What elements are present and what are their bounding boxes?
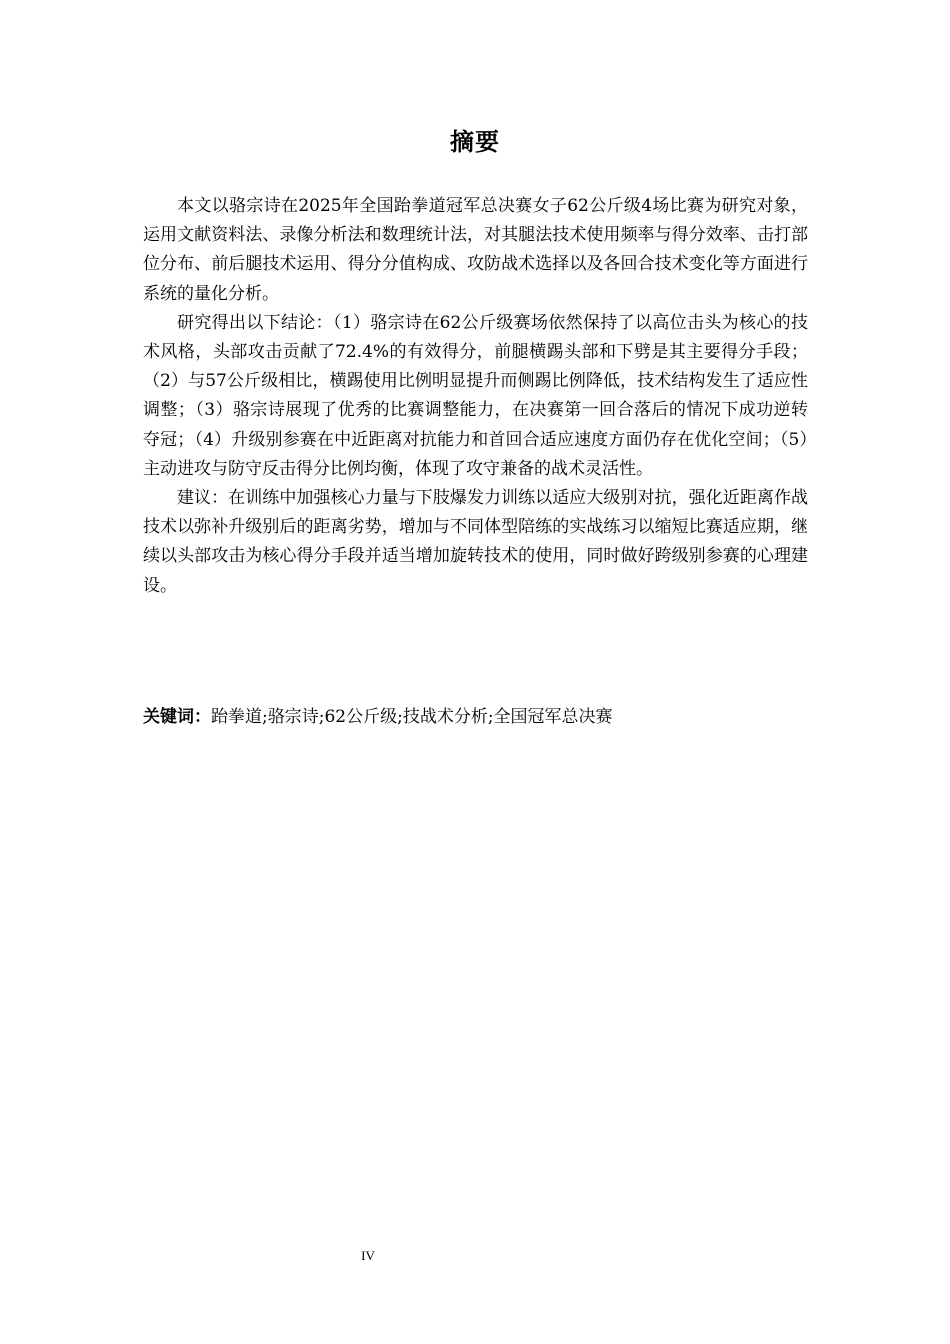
abstract-paragraph-intro: 本文以骆宗诗在2025年全国跆拳道冠军总决赛女子62公斤级4场比赛为研究对象，运用文献资料法、录像分析法和数理统计法，对其腿法技术使用频率与得分效率、击打部位分布、前后腿技术运用、得分分值构成、攻防战术选择以及各回合技术变化等方面进行系统的量化分析。 [143,196,808,304]
abstract-paragraph-suggestions: 建议：在训练中加强核心力量与下肢爆发力训练以适应大级别对抗，强化近距离作战技术以弥补升级别后的距离劣势，增加与不同体型陪练的实战练习以缩短比赛适应期，继续以头部攻击为核心得分手段并适当增加旋转技术的使用，同时做好跨级别参赛的心理建设。 [143,488,808,596]
page-number: IV [361,1248,375,1263]
abstract-body [143,192,808,601]
abstract-paragraph-conclusions: 研究得出以下结论：（1）骆宗诗在62公斤级赛场依然保持了以高位击头为核心的技术风格，头部攻击贡献了72.4%的有效得分，前腿横踢头部和下劈是其主要得分手段；（2）与57公斤级相比，横踢使用比例明显提升而侧踢比例降低，技术结构发生了适应性调整；（3）骆宗诗展现了优秀的比赛调整能力，在决赛第一回合落后的情况下成功逆转夺冠；（4）升级别参赛在中近距离对抗能力和首回合适应速度方面仍存在优化空间；（5）主动进攻与防守反击得分比例均衡，体现了攻守兼备的战术灵活性。 [143,312,808,479]
keywords-label: 关键词： [143,707,211,727]
keywords-text: 跆拳道;骆宗诗;62公斤级;技战术分析;全国冠军总决赛 [211,707,613,727]
keywords-line [143,703,808,732]
abstract-title: 摘要 [450,128,500,156]
